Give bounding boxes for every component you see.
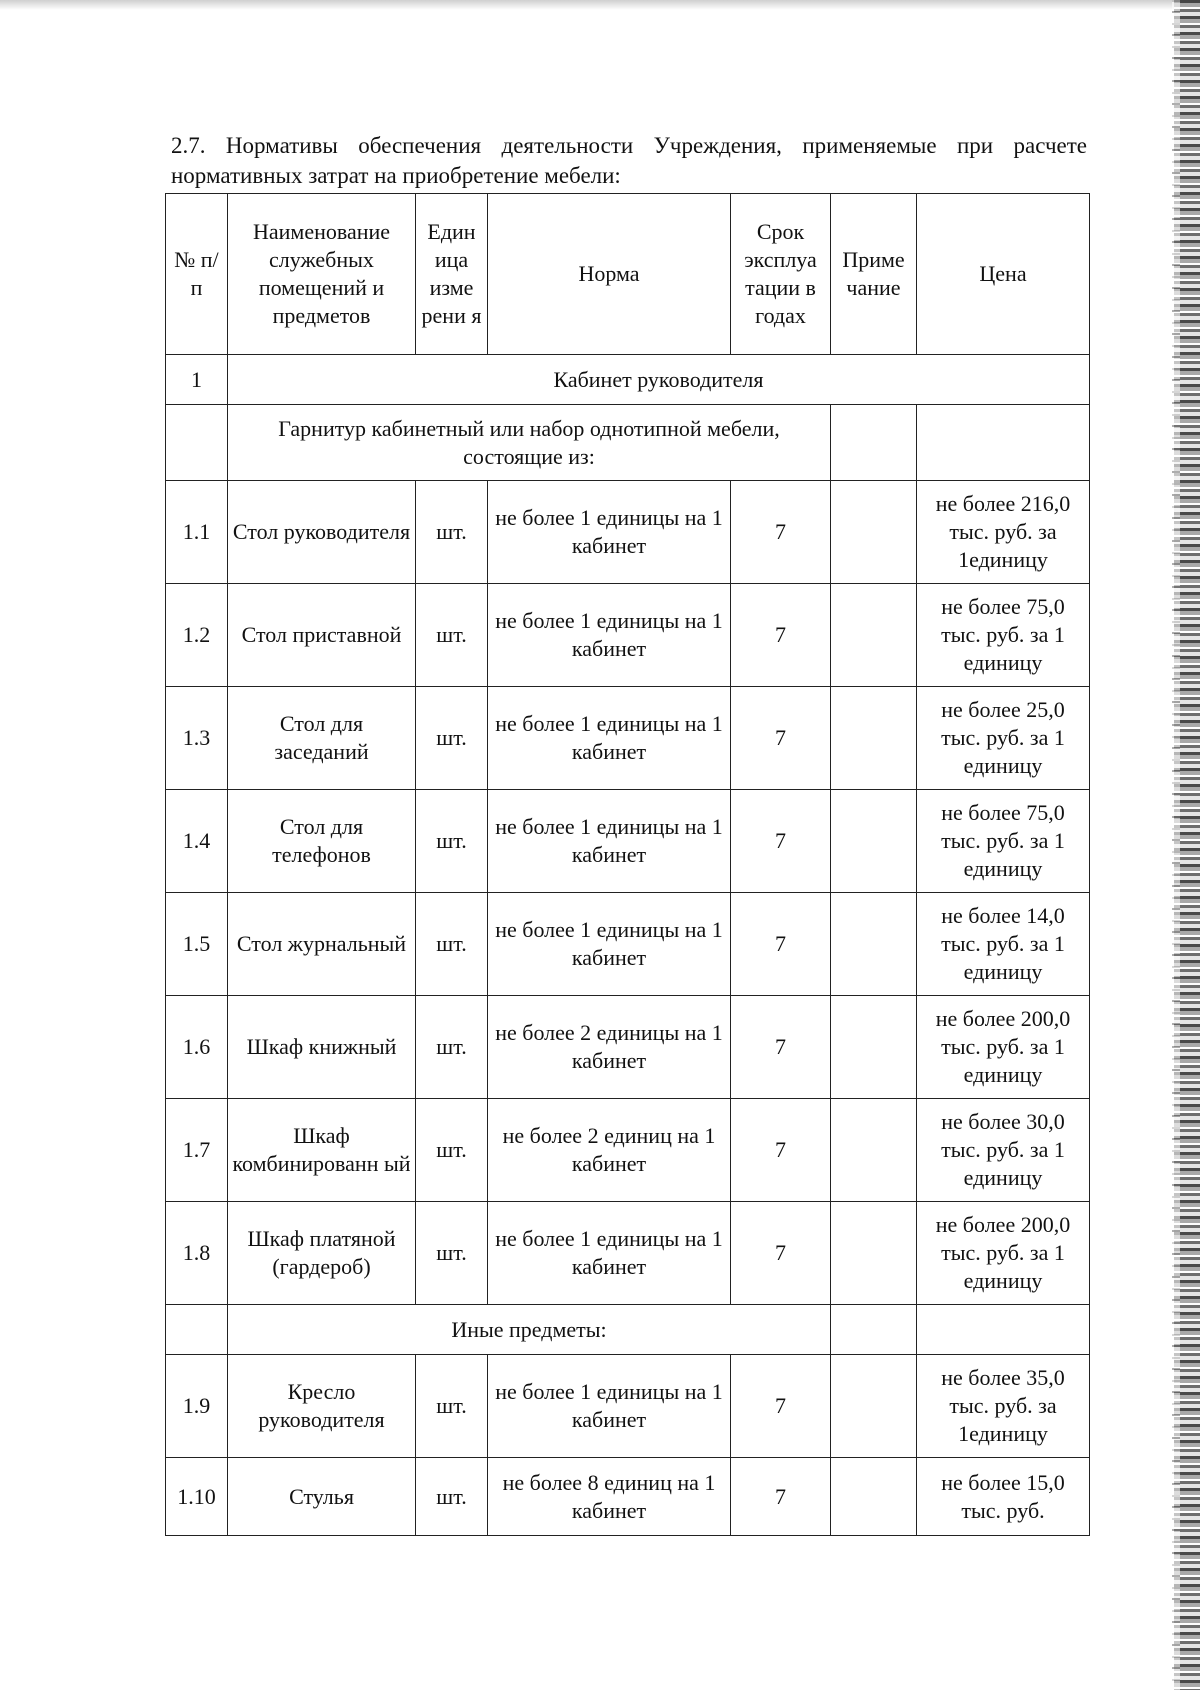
group-title: Гарнитур кабинетный или набор однотипной мебели, состоящие из: bbox=[228, 405, 831, 481]
cell-norm: не более 1 единицы на 1 кабинет bbox=[488, 1355, 731, 1458]
cell-unit: шт. bbox=[416, 1355, 488, 1458]
header-num: № п/п bbox=[166, 194, 228, 355]
cell-unit: шт. bbox=[416, 893, 488, 996]
cell-note bbox=[831, 790, 917, 893]
table-row bbox=[166, 687, 1090, 790]
cell-norm: не более 8 единиц на 1 кабинет bbox=[488, 1458, 731, 1536]
section-row bbox=[166, 355, 1090, 405]
cell-name: Стол для заседаний bbox=[228, 687, 416, 790]
cell-num: 1.3 bbox=[166, 687, 228, 790]
cell-num: 1.5 bbox=[166, 893, 228, 996]
cell-num: 1.2 bbox=[166, 584, 228, 687]
norms-table bbox=[165, 193, 1090, 1536]
cell-term: 7 bbox=[731, 481, 831, 584]
cell-term: 7 bbox=[731, 996, 831, 1099]
header-norm: Норма bbox=[488, 194, 731, 355]
cell-price: не более 35,0 тыс. руб. за 1единицу bbox=[917, 1355, 1090, 1458]
cell-unit: шт. bbox=[416, 1202, 488, 1305]
cell-name: Стол руководителя bbox=[228, 481, 416, 584]
cell-term: 7 bbox=[731, 1355, 831, 1458]
cell-name: Стол приставной bbox=[228, 584, 416, 687]
cell-unit: шт. bbox=[416, 687, 488, 790]
cell-price: не более 30,0 тыс. руб. за 1 единицу bbox=[917, 1099, 1090, 1202]
cell-price: не более 14,0 тыс. руб. за 1 единицу bbox=[917, 893, 1090, 996]
others-note-empty bbox=[831, 1305, 917, 1355]
cell-unit: шт. bbox=[416, 1458, 488, 1536]
others-row bbox=[166, 1305, 1090, 1355]
scan-shadow-top bbox=[0, 0, 1200, 10]
table-row bbox=[166, 584, 1090, 687]
group-num-empty bbox=[166, 405, 228, 481]
header-note: Приме чание bbox=[831, 194, 917, 355]
cell-note bbox=[831, 1355, 917, 1458]
cell-norm: не более 2 единиц на 1 кабинет bbox=[488, 1099, 731, 1202]
intro-paragraph: 2.7. Нормативы обеспечения деятельности Учреждения, применяемые при расчете нормативных затрат на приобретение мебели: bbox=[171, 133, 1087, 188]
table-row bbox=[166, 893, 1090, 996]
header-term: Срок эксплуа тации в годах bbox=[731, 194, 831, 355]
section-title: Кабинет руководителя bbox=[228, 355, 1090, 405]
others-price-empty bbox=[917, 1305, 1090, 1355]
table-row bbox=[166, 481, 1090, 584]
cell-note bbox=[831, 584, 917, 687]
cell-unit: шт. bbox=[416, 1099, 488, 1202]
cell-num: 1.6 bbox=[166, 996, 228, 1099]
cell-norm: не более 1 единицы на 1 кабинет bbox=[488, 1202, 731, 1305]
cell-price: не более 216,0 тыс. руб. за 1единицу bbox=[917, 481, 1090, 584]
group-price-empty bbox=[917, 405, 1090, 481]
cell-term: 7 bbox=[731, 1458, 831, 1536]
cell-term: 7 bbox=[731, 687, 831, 790]
table-row bbox=[166, 790, 1090, 893]
cell-name: Шкаф комбинированн ый bbox=[228, 1099, 416, 1202]
table-row bbox=[166, 1458, 1090, 1536]
cell-name: Шкаф книжный bbox=[228, 996, 416, 1099]
cell-note bbox=[831, 481, 917, 584]
cell-note bbox=[831, 687, 917, 790]
cell-norm: не более 1 единицы на 1 кабинет bbox=[488, 790, 731, 893]
cell-name: Стол журнальный bbox=[228, 893, 416, 996]
cell-price: не более 75,0 тыс. руб. за 1 единицу bbox=[917, 584, 1090, 687]
cell-unit: шт. bbox=[416, 584, 488, 687]
header-price: Цена bbox=[917, 194, 1090, 355]
cell-note bbox=[831, 996, 917, 1099]
cell-term: 7 bbox=[731, 1202, 831, 1305]
scan-edge-noise bbox=[1172, 0, 1180, 1690]
cell-name: Шкаф платяной (гардероб) bbox=[228, 1202, 416, 1305]
cell-num: 1.4 bbox=[166, 790, 228, 893]
table-row bbox=[166, 1202, 1090, 1305]
cell-num: 1.8 bbox=[166, 1202, 228, 1305]
cell-num: 1.7 bbox=[166, 1099, 228, 1202]
group-note-empty bbox=[831, 405, 917, 481]
table-row bbox=[166, 1355, 1090, 1458]
cell-price: не более 15,0 тыс. руб. bbox=[917, 1458, 1090, 1536]
cell-term: 7 bbox=[731, 584, 831, 687]
cell-name: Стол для телефонов bbox=[228, 790, 416, 893]
header-row bbox=[166, 194, 1090, 355]
cell-norm: не более 1 единицы на 1 кабинет bbox=[488, 687, 731, 790]
cell-price: не более 200,0 тыс. руб. за 1 единицу bbox=[917, 1202, 1090, 1305]
cell-norm: не более 2 единицы на 1 кабинет bbox=[488, 996, 731, 1099]
cell-norm: не более 1 единицы на 1 кабинет bbox=[488, 481, 731, 584]
cell-unit: шт. bbox=[416, 790, 488, 893]
cell-norm: не более 1 единицы на 1 кабинет bbox=[488, 893, 731, 996]
cell-num: 1.9 bbox=[166, 1355, 228, 1458]
cell-term: 7 bbox=[731, 893, 831, 996]
cell-note bbox=[831, 893, 917, 996]
cell-price: не более 25,0 тыс. руб. за 1 единицу bbox=[917, 687, 1090, 790]
group-row bbox=[166, 405, 1090, 481]
section-num: 1 bbox=[166, 355, 228, 405]
cell-norm: не более 1 единицы на 1 кабинет bbox=[488, 584, 731, 687]
cell-num: 1.10 bbox=[166, 1458, 228, 1536]
cell-unit: шт. bbox=[416, 996, 488, 1099]
header-unit: Един ица изме рени я bbox=[416, 194, 488, 355]
table-row bbox=[166, 996, 1090, 1099]
cell-note bbox=[831, 1458, 917, 1536]
cell-name: Стулья bbox=[228, 1458, 416, 1536]
cell-note bbox=[831, 1202, 917, 1305]
header-name: Наименование служебных помещений и предметов bbox=[228, 194, 416, 355]
cell-note bbox=[831, 1099, 917, 1202]
cell-num: 1.1 bbox=[166, 481, 228, 584]
cell-unit: шт. bbox=[416, 481, 488, 584]
cell-price: не более 75,0 тыс. руб. за 1 единицу bbox=[917, 790, 1090, 893]
others-num-empty bbox=[166, 1305, 228, 1355]
cell-term: 7 bbox=[731, 1099, 831, 1202]
cell-term: 7 bbox=[731, 790, 831, 893]
others-title: Иные предметы: bbox=[228, 1305, 831, 1355]
cell-price: не более 200,0 тыс. руб. за 1 единицу bbox=[917, 996, 1090, 1099]
table-row bbox=[166, 1099, 1090, 1202]
cell-name: Кресло руководителя bbox=[228, 1355, 416, 1458]
